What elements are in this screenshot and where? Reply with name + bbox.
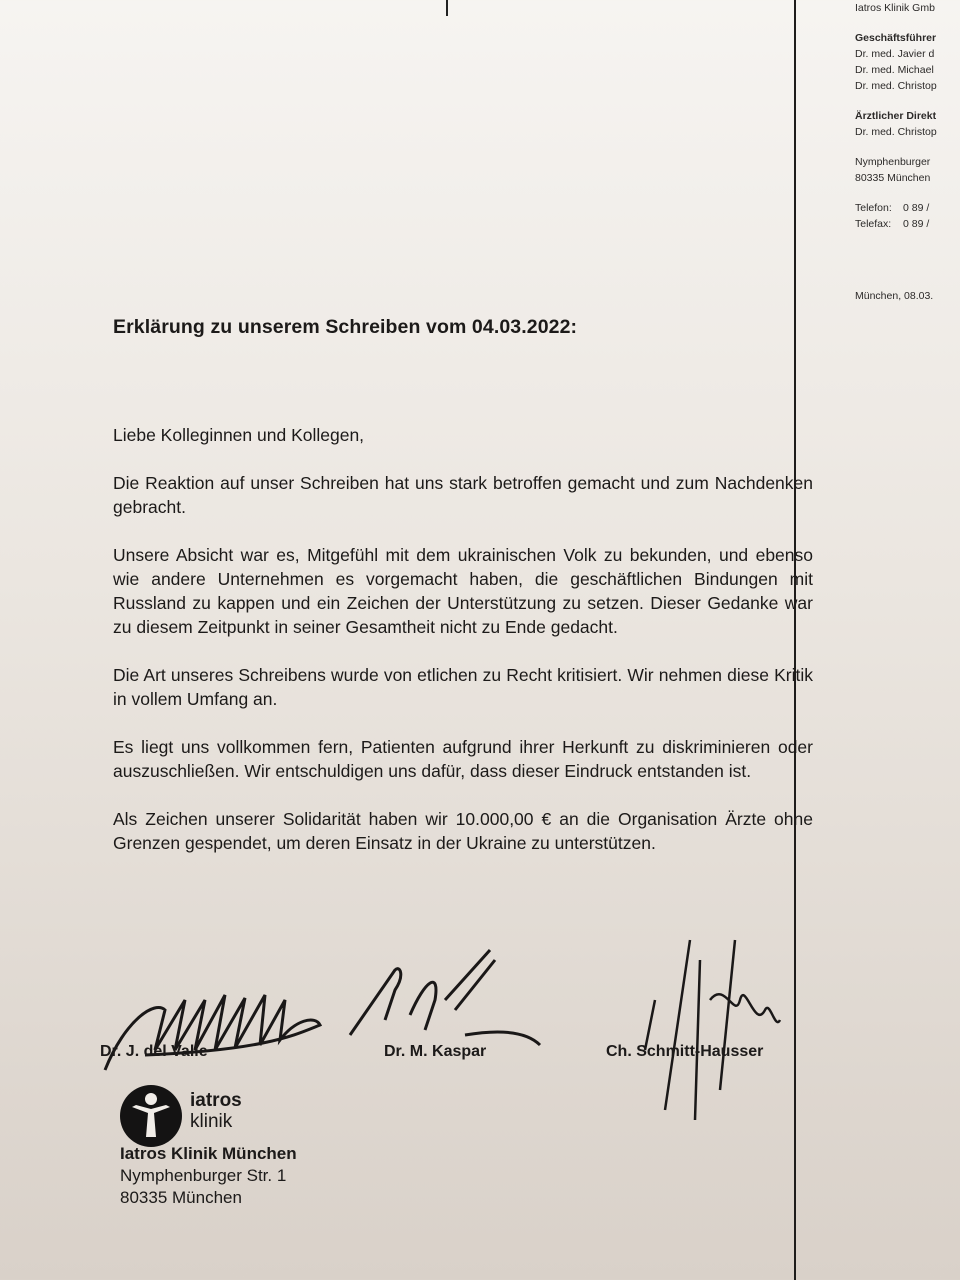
paragraph-4: Es liegt uns vollkommen fern, Patienten aufgrund ihrer Herkunft zu diskriminieren oder auszuschließen. Wir entschuldigen uns dafür, dass dieser Eindruck entstanden ist. <box>113 737 813 781</box>
medical-director-heading: Ärztlicher Direkt <box>855 110 937 122</box>
clinic-address <box>120 1143 297 1209</box>
phone-row: Telefon: 0 89 / <box>855 202 930 214</box>
letter-title: Erklärung zu unserem Schreiben vom 04.03.2022: <box>113 316 578 338</box>
medical-director: Dr. med. Christop <box>855 126 937 138</box>
fax-row: Telefax: 0 89 / <box>855 218 930 230</box>
city: 80335 München <box>855 172 931 184</box>
manager-2: Dr. med. Michael <box>855 64 934 76</box>
logo-mark-icon <box>120 1085 182 1147</box>
paragraph-5: Als Zeichen unserer Solidarität haben wir 10.000,00 € an die Organisation Ärzte ohne Grenzen gespendet, um deren Einsatz in der Ukraine zu unterstützen. <box>113 809 813 853</box>
paragraph-3: Die Art unseres Schreibens wurde von etlichen zu Recht kritisiert. Wir nehmen diese Kritik in vollem Umfang an. <box>113 665 813 709</box>
letterhead-sidebar <box>855 0 960 304</box>
paragraph-2: Unsere Absicht war es, Mitgefühl mit dem ukrainischen Volk zu bekunden, und ebenso wie andere Unternehmen es vorgemacht haben, die geschäftlichen Bindungen mit Russland zu kappen und ein Zeichen der Unterstützung zu setzen. Dieser Gedanke war zu diesem Zeitpunkt in seiner Gesamtheit nicht zu Ende gedacht. <box>113 545 813 637</box>
signatory-2: Dr. M. Kaspar <box>384 1043 487 1060</box>
clinic-name: Iatros Klinik München <box>120 1144 297 1163</box>
salutation: Liebe Kolleginnen und Kollegen, <box>113 425 365 445</box>
signature-block <box>95 940 815 1070</box>
paragraph-1: Die Reaktion auf unser Schreiben hat uns stark betroffen gemacht und zum Nachdenken gebracht. <box>113 473 813 517</box>
manager-1: Dr. med. Javier d <box>855 48 935 60</box>
letter-date: München, 08.03. <box>855 290 934 302</box>
signatory-3: Ch. Schmitt-Hausser <box>606 1043 764 1060</box>
company-name: Iatros Klinik Gmb <box>855 2 935 14</box>
manager-3: Dr. med. Christop <box>855 80 937 92</box>
management-heading: Geschäftsführer <box>855 32 937 44</box>
signatory-1: Dr. J. del Valle <box>100 1043 208 1060</box>
logo-word-2: klinik <box>190 1111 233 1132</box>
street: Nymphenburger <box>855 156 931 168</box>
logo-word-1: iatros <box>190 1090 242 1111</box>
clinic-street: Nymphenburger Str. 1 <box>120 1166 287 1185</box>
clinic-city: 80335 München <box>120 1188 242 1207</box>
letter-body <box>113 423 813 879</box>
paper-mark <box>446 0 448 16</box>
